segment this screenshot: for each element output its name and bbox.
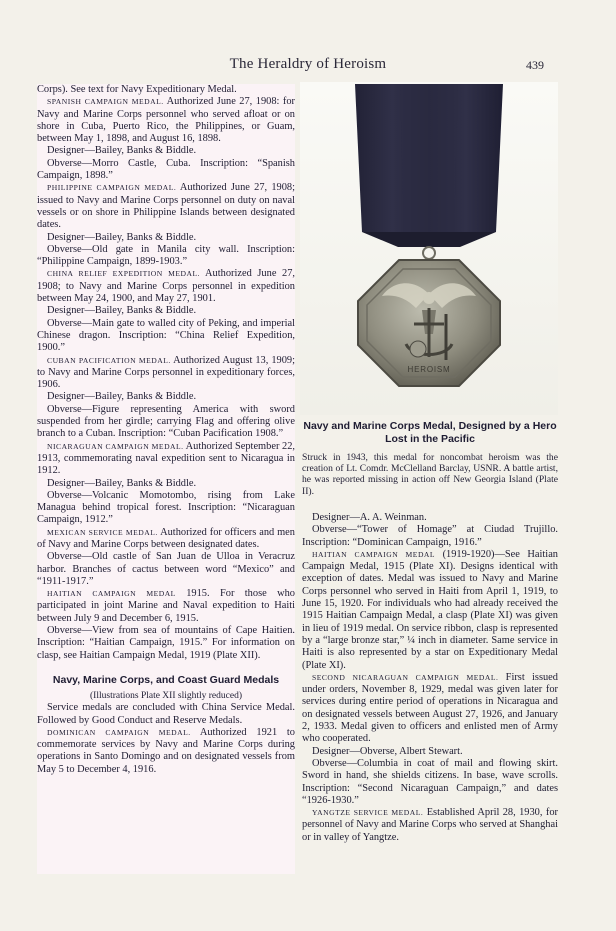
- cuban-pacification-entry: CUBAN PACIFICATION MEDAL. Authorized August 13, 1909; to Navy and Marine Corps personnel in expeditionary forces, 1906.: [37, 354, 295, 391]
- second-nicaraguan-entry: SECOND NICARAGUAN CAMPAIGN MEDAL. First issued under orders, November 8, 1929, medal was given later for services during entire period of operations in Nicaragua and on designated vessels between August 27, 1926, and January 2, 1933. Medal given to officers and enlisted men of Army who cooperated.: [302, 671, 558, 745]
- philippine-campaign-entry: PHILIPPINE CAMPAIGN MEDAL. Authorized June 27, 1908; issued to Navy and Marine Corps personnel on duty on naval vessels or on shore in Philippine Islands between designated dates.: [37, 182, 295, 231]
- haitian-campaign-entry: HAITIAN CAMPAIGN MEDAL 1915. For those who participated in joint Marine and Naval expedition to Haiti between July 9 and December 6, 1915.: [37, 588, 295, 624]
- entry-label: PHILIPPINE CAMPAIGN MEDAL.: [47, 183, 177, 193]
- entry-label: HAITIAN CAMPAIGN MEDAL: [312, 549, 436, 559]
- paragraph: Corps). See text for Navy Expeditionary Medal.: [37, 84, 237, 95]
- octagonal-medal: [358, 260, 500, 386]
- designer-line: Designer—Bailey, Banks & Biddle.: [47, 477, 197, 489]
- caption-title: Navy and Marine Corps Medal, Designed by a Hero Lost in the Pacific: [303, 420, 557, 445]
- obverse-line: Obverse—“Tower of Homage” at Ciudad Trujillo. Inscription: “Dominican Campaign, 1916.”: [302, 524, 558, 548]
- designer-line: Designer—Bailey, Banks & Biddle.: [47, 305, 197, 317]
- paragraph: Service medals are concluded with China Service Medal. Followed by Good Conduct and Reserve Medals.: [37, 702, 295, 726]
- nicaraguan-campaign-entry: NICARAGUAN CAMPAIGN MEDAL. Authorized September 22, 1913, commemorating naval expedition sent to Nicaragua in 1912.: [37, 440, 295, 477]
- right-column: [302, 452, 558, 844]
- medal-rim-text: HEROISM: [407, 365, 451, 374]
- designer-line: Designer—Obverse, Albert Stewart.: [312, 745, 463, 757]
- designer-line: Designer—Bailey, Banks & Biddle.: [47, 145, 197, 157]
- china-relief-entry: CHINA RELIEF EXPEDITION MEDAL. Authorized June 27, 1908; to Navy and Marine Corps personnel in expedition between May 24, 1900, and May 27, 1901.: [37, 268, 295, 305]
- obverse-line: Obverse—Main gate to walled city of Peking, and imperial Chinese dragon. Inscription: “China Relief Expedition, 1900.”: [37, 317, 295, 354]
- section-heading: Navy, Marine Corps, and Coast Guard Medals: [52, 673, 280, 686]
- obverse-line: Obverse—Old castle of San Juan de Ulloa in Veracruz harbor. Branches of cactus between word “Mexico” and “1911-1917.”: [37, 551, 295, 587]
- obverse-line: Obverse—Old gate in Manila city wall. Inscription: “Philippine Campaign, 1899-1903.”: [37, 243, 295, 268]
- dominican-campaign-entry: DOMINICAN CAMPAIGN MEDAL. Authorized 1921 to commemorate services by Navy and Marine Corps during operations in Santo Domingo and on designated vessels from May 5 to December 4, 1916.: [37, 726, 296, 775]
- entry-label: YANGTZE SERVICE MEDAL.: [312, 808, 424, 818]
- caption-text: Struck in 1943, this medal for noncombat heroism was the creation of Lt. Comdr. McClelland Barclay, USNR. A battle artist, he was reported missing in action off New Georgia Island (Plate II).: [302, 452, 558, 497]
- entry-label: HAITIAN CAMPAIGN MEDAL: [47, 589, 176, 599]
- designer-line: Designer—Bailey, Banks & Biddle.: [47, 391, 197, 403]
- yangtze-service-entry: YANGTZE SERVICE MEDAL. Established April 28, 1930, for personnel of Navy and Marine Corps who served at Shanghai or in valley of Yangtze.: [302, 807, 558, 843]
- haitian-campaign-1919-entry: HAITIAN CAMPAIGN MEDAL (1919-1920)—See Haitian Campaign Medal, 1915 (Plate XI). Designs identical with exception of dates. Medal was issued to Navy and Marine Corps personnel who served in Haiti from April 1, 1919, to June 15, 1920. For individuals who had already received the 1915 Haitian Campaign Medal, a clasp (Plate XI) was given in lieu of 1919 medal. On service ribbon, clasp is represented by a “large bronze star,” ¼ inch in diameter. Same service in Haiti is also represented by a star on Expeditionary Medal (Plate XI).: [302, 548, 558, 671]
- obverse-line: Obverse—Volcanic Momotombo, rising from Lake Managua behind tropical forest. Inscription: “Nicaraguan Campaign, 1912.”: [37, 489, 295, 526]
- designer-line: Designer—Bailey, Banks & Biddle.: [47, 231, 197, 243]
- obverse-line: Obverse—View from sea of mountains of Cape Haitien. Inscription: “Haitian Campaign, 1915.” For information on clasp, see Haitian Campaign Medal, 1919 (Plate XII).: [37, 625, 295, 661]
- left-column: [37, 84, 295, 874]
- medal-illustration: [300, 82, 558, 415]
- entry-label: NICARAGUAN CAMPAIGN MEDAL.: [47, 441, 184, 451]
- page-number: 439: [526, 58, 544, 72]
- obverse-line: Obverse—Morro Castle, Cuba. Inscription: “Spanish Campaign, 1898.”: [37, 157, 295, 182]
- entry-label: SECOND NICARAGUAN CAMPAIGN MEDAL.: [312, 672, 499, 682]
- section-note: (Illustrations Plate XII slightly reduced): [90, 690, 242, 701]
- running-title: The Heraldry of Heroism: [229, 56, 387, 72]
- obverse-line: Obverse—Figure representing America with sword suspended from her girdle; carrying Flag and offering olive branch to a Cuban. Inscription: “Cuban Pacification 1908.”: [37, 403, 295, 440]
- mexican-service-entry: MEXICAN SERVICE MEDAL. Authorized for officers and men of Navy and Marine Corps between designated dates.: [37, 526, 295, 550]
- entry-label: CUBAN PACIFICATION MEDAL.: [47, 355, 171, 365]
- entry-label: MEXICAN SERVICE MEDAL.: [47, 527, 158, 537]
- designer-line: Designer—A. A. Weinman.: [312, 512, 427, 523]
- entry-label: CHINA RELIEF EXPEDITION MEDAL.: [47, 269, 201, 279]
- medal-photo: [300, 82, 558, 415]
- suspension-ring: [423, 247, 435, 259]
- entry-label: SPANISH CAMPAIGN MEDAL.: [47, 97, 164, 107]
- spanish-campaign-entry: SPANISH CAMPAIGN MEDAL. Authorized June 27, 1908: for Navy and Marine Corps personnel who served afloat or on shore in Cuba, Puerto Rico, the Philippines, or Guam, between May 1, 1898, and August 16, 1898.: [37, 96, 295, 145]
- obverse-line: Obverse—Columbia in coat of mail and flowing skirt. Sword in hand, she shields citizens. In base, wave scrolls. Inscription: “Second Nicaraguan Campaign,” and dates “1926-1930.”: [302, 757, 558, 806]
- ribbon: [355, 84, 503, 247]
- entry-label: DOMINICAN CAMPAIGN MEDAL.: [47, 727, 191, 737]
